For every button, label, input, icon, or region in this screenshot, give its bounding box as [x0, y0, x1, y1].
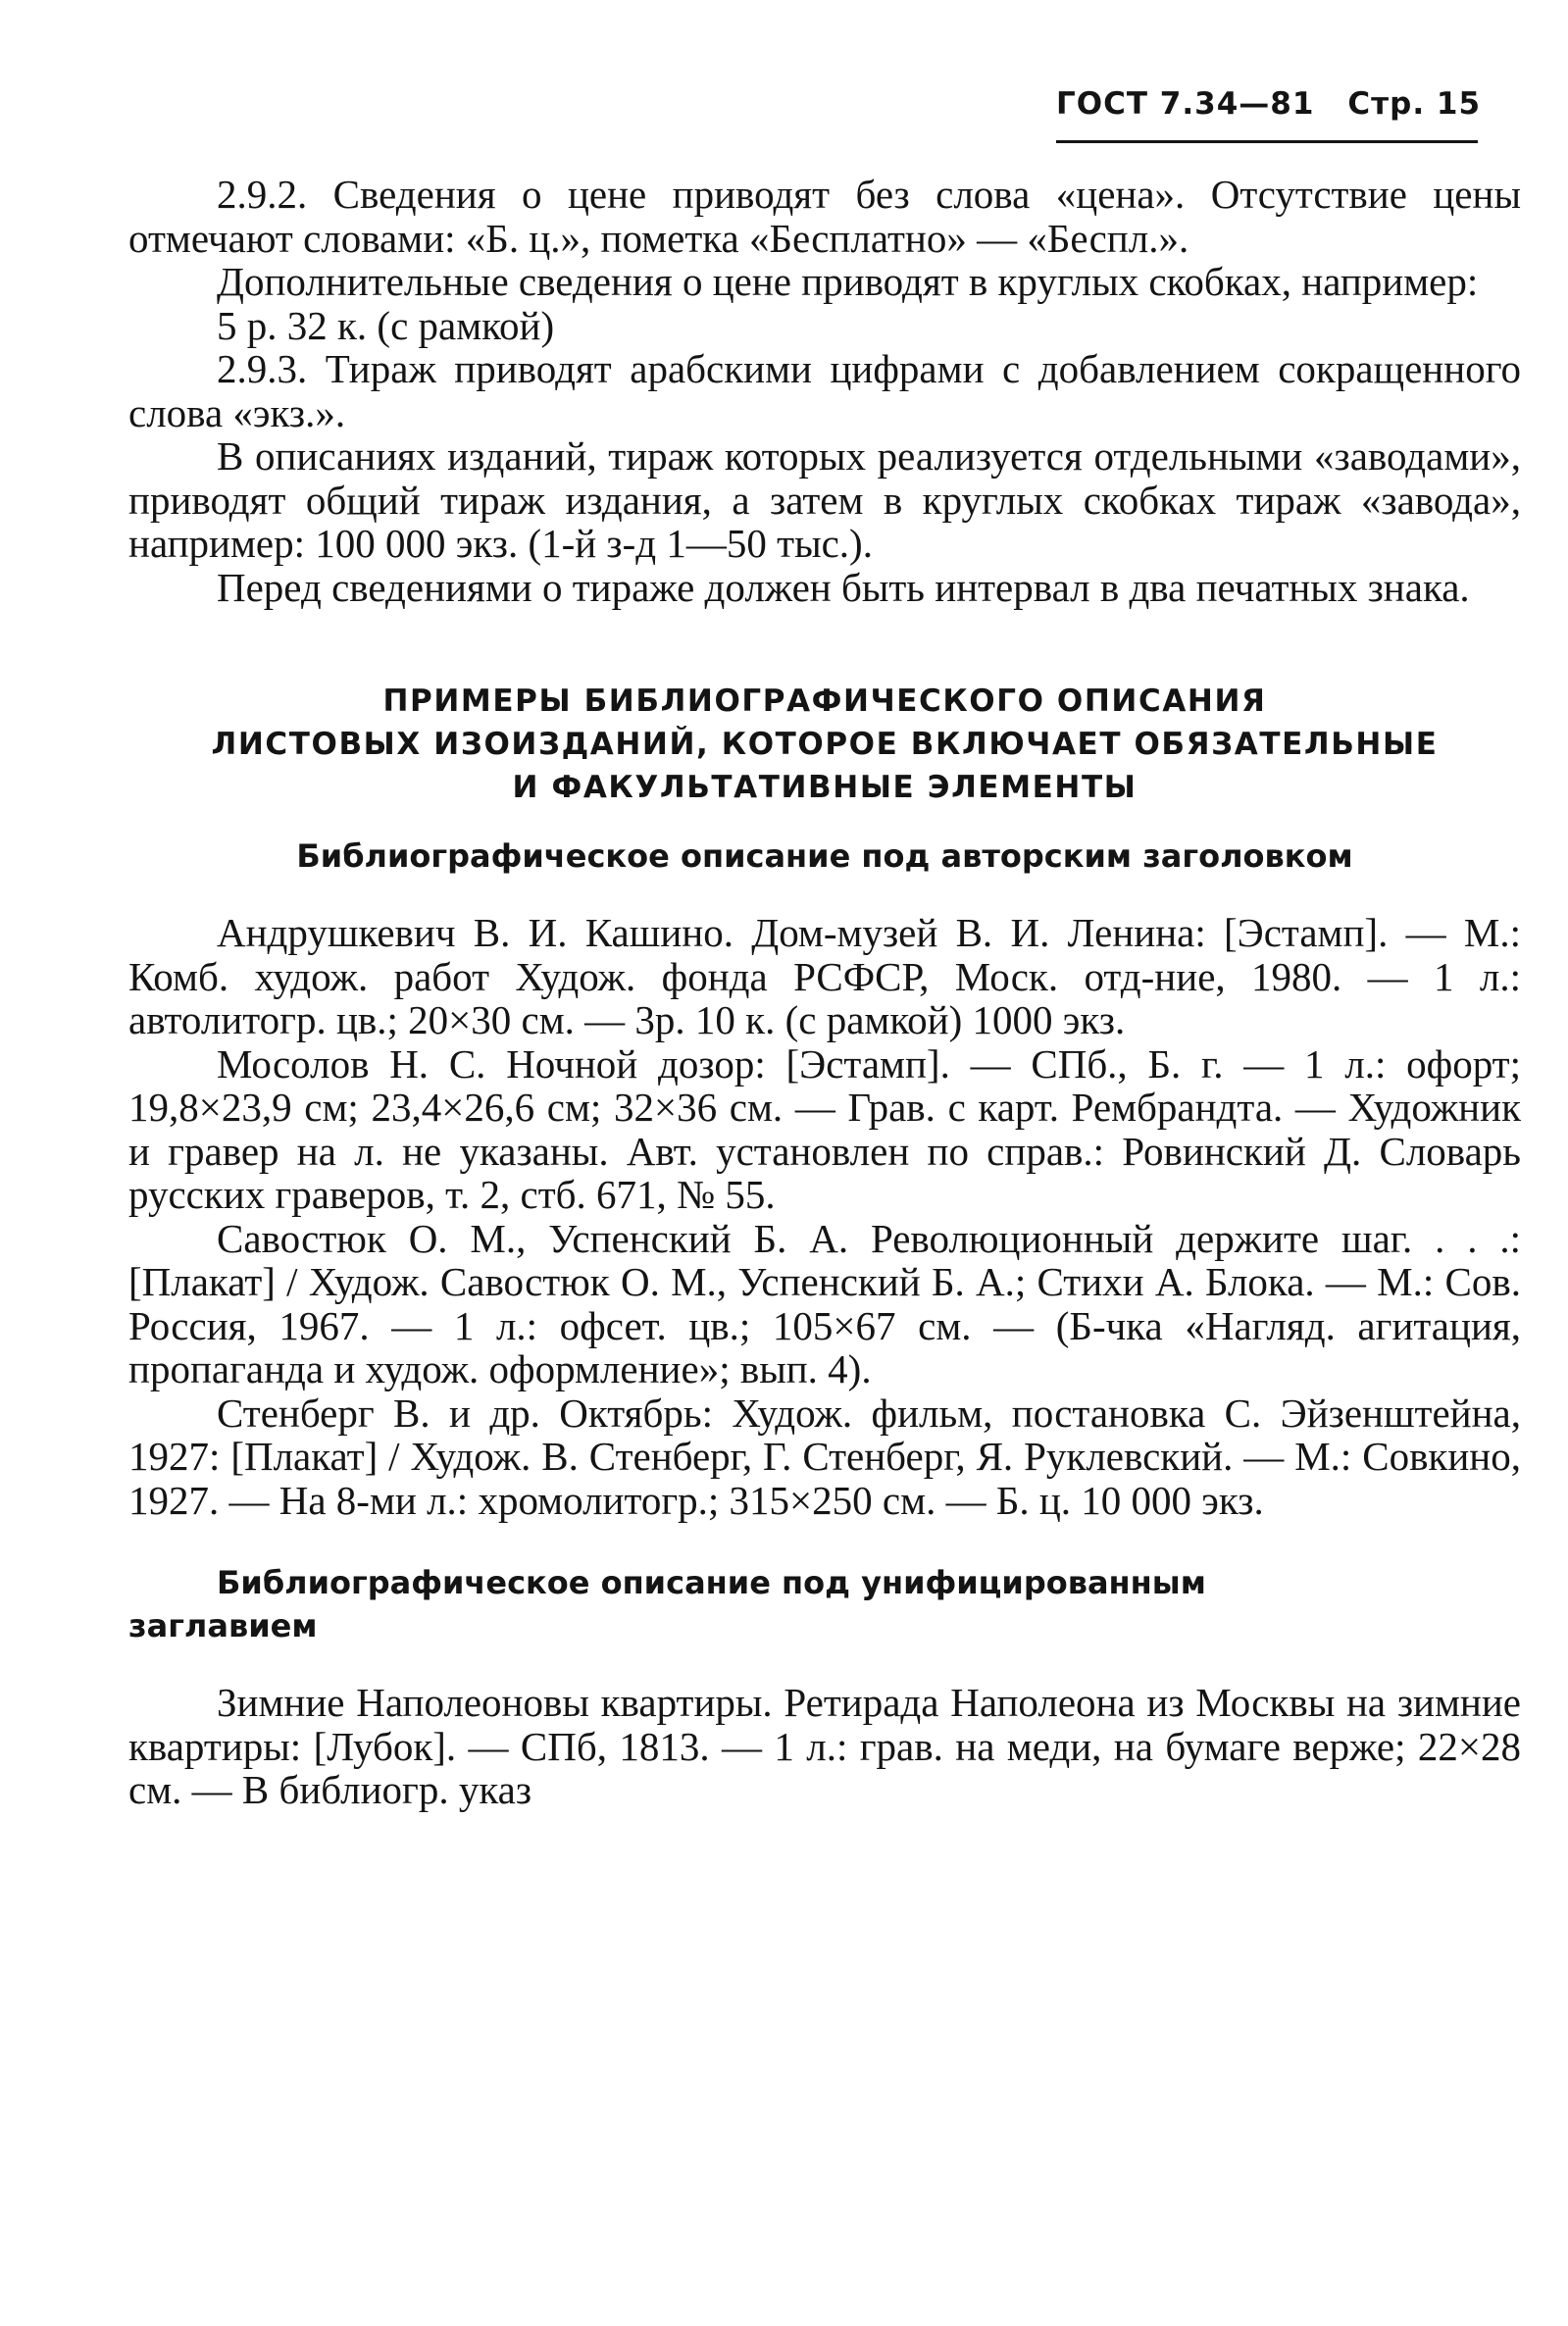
paragraph-price-example: 5 р. 32 к. (с рамкой) — [217, 302, 555, 348]
paragraph-price-extra: Дополнительные сведения о цене приводят в круглых скобках, например: — [217, 259, 1479, 304]
section-title-line-2: ЛИСТОВЫХ ИЗОИЗДАНИЙ, КОТОРОЕ ВКЛЮЧАЕТ ОБЯЗАТЕЛЬНЫЕ — [211, 727, 1439, 762]
example-savostyuk: Савостюк О. М., Успенский Б. А. Революционный держите шаг. . . .: [Плакат] / Худож. Савостюк О. М., Успенский Б. А.; Стихи А. Блока. — М.: Сов. Россия, 1967. — 1 л.: офсет. цв.; 105×67 см. — (Б-чка «Нагляд. агитация, пропаганда и худож. оформление»; вып. 4). — [128, 1215, 1521, 1391]
paragraph-2-9-3: 2.9.3. Тираж приводят арабскими цифрами с добавлением сокращенного слова «экз.». — [128, 346, 1521, 435]
subsection-title-main: Библиографическое описание под унифицированным — [217, 1564, 1206, 1601]
subsection-title-author-heading: Библиографическое описание под авторским заголовком — [296, 837, 1353, 875]
paragraph-2-9-2: 2.9.2. Сведения о цене приводят без слова «цена». Отсутствие цены отмечают словами: «Б. ц.», пометка «Бесплатно» — «Беспл.». — [128, 172, 1521, 261]
page-number: Стр. 15 — [1347, 86, 1482, 122]
section-title-line-1: ПРИМЕРЫ БИБЛИОГРАФИЧЕСКОГО ОПИСАНИЯ — [382, 683, 1267, 719]
example-andrushkevich: Андрушкевич В. И. Кашино. Дом-музей В. И. Ленина: [Эстамп]. — М.: Комб. худож. работ Худож. фонда РСФСР, Моск. отд-ние, 1980. — 1 л.: автолитогр. цв.; 20×30 см. — 3р. 10 к. (с рамкой) 1000 экз. — [128, 910, 1521, 1042]
running-header — [1056, 86, 1482, 122]
example-mosolov: Мосолов Н. С. Ночной дозор: [Эстамп]. — СПб., Б. г. — 1 л.: офорт; 19,8×23,9 см; 23,4×26,6 см; 32×36 см. — Грав. с карт. Рембрандта. — Художник и гравер на л. не указаны. Авт. установлен по справ.: Ровинский Д. Словарь русских граверов, т. 2, стб. 671, № 55. — [128, 1040, 1521, 1217]
section-title — [128, 680, 1521, 809]
paragraph-print-run-plants: В описаниях изданий, тираж которых реализуется отдельными «заводами», приводят общий тираж издания, а затем в круглых скобках тираж «завода», например: 100 000 экз. (1-й з-д 1—50 тыс.). — [128, 433, 1521, 566]
example-stenberg: Стенберг В. и др. Октябрь: Худож. фильм, постановка С. Эйзенштейна, 1927: [Плакат] / Худож. В. Стенберг, Г. Стенберг, Я. Руклевский. — М.: Совкино, 1927. — На 8-ми л.: хромолитогр.; 315×250 см. — Б. ц. 10 000 экз. — [128, 1390, 1521, 1523]
subsection-title-tail: заглавием — [128, 1607, 318, 1644]
subsection-title-uniform-title — [128, 1561, 1521, 1647]
section-title-line-3: И ФАКУЛЬТАТИВНЫЕ ЭЛЕМЕНТЫ — [512, 770, 1138, 805]
doc-id: ГОСТ 7.34—81 — [1056, 86, 1315, 122]
paragraph-print-run-spacing: Перед сведениями о тираже должен быть интервал в два печатных знака. — [217, 564, 1470, 610]
page-body — [128, 173, 1521, 1812]
example-napoleon: Зимние Наполеоновы квартиры. Ретирада Наполеона из Москвы на зимние квартиры: [Лубок]. — СПб, 1813. — 1 л.: грав. на меди, на бумаге верже; 22×28 см. — В библиогр. указ — [128, 1680, 1521, 1812]
header-rule — [1056, 140, 1478, 143]
